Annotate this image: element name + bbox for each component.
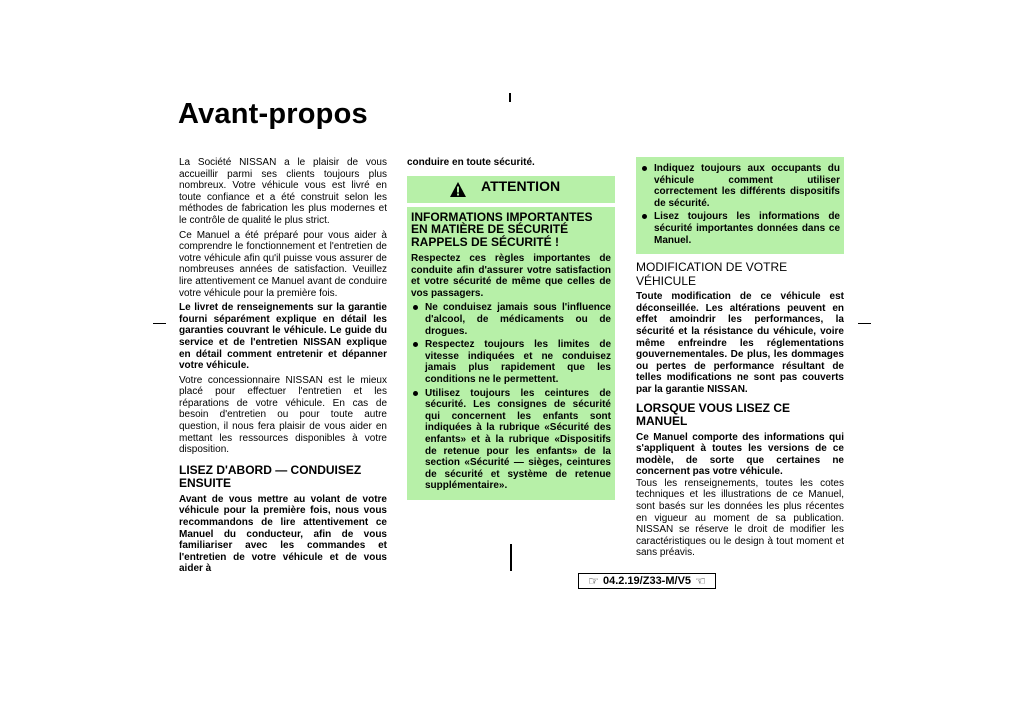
reading-heading: LORSQUE VOUS LISEZ CE MANUEL [636, 400, 791, 428]
footer-code: 04.2.19/Z33-M/V5 [602, 575, 692, 587]
page-marker [509, 93, 511, 102]
safety-box-continued [636, 157, 844, 254]
pointing-hand-right-icon: ☞ [588, 574, 599, 588]
modification-heading: MODIFICATION DE VOTRE VÉHICULE [636, 260, 788, 289]
list-item: Utilisez toujours les ceintures de sécurité. Les consignes de sécurité qui concernent les enfants sont indiquées à la rubrique «Sécurité des enfants» et à la rubrique «Dispositifs de retenue pour les enfants» de la section «Sécurité — sièges, ceintures de sécurité et système de retenue supplémentaire». [411, 388, 611, 492]
dealer-paragraph: Votre concessionnaire NISSAN est le mieux placé pour effectuer l'entretien et les réparations de votre véhicule. En cas de besoin d'entretien ou pour toute autre question, il nous fera plaisir de vous aider en mettant les ressources disponibles à votre disposition. [179, 374, 387, 456]
page-title: Avant-propos [178, 98, 368, 130]
read-first-paragraph: Avant de vous mettre au volant de votre véhicule pour la première fois, nous vous recommandons de lire attentivement ce Manuel du conducteur, afin de vous familiariser avec les commandes et l'entretien de votre véhicule et de vous aider à [179, 493, 387, 575]
modification-paragraph: Toute modification de ce véhicule est déconseillée. Les altérations peuvent en effet amoindrir les performances, la sécurité et la résistance du véhicule, voire même enfreindre les réglementations gouvernementales. De plus, les dommages ou pertes de performance résultant de telles modifications ne sont pas couverts par la garantie NISSAN. [636, 291, 844, 395]
footer-code-box [578, 573, 716, 589]
attention-banner [407, 176, 615, 203]
column-middle [407, 157, 615, 500]
column-left [179, 157, 387, 578]
list-item: Ne conduisez jamais sous l'influence d'alcool, de médicaments ou de drogues. [411, 302, 611, 337]
safety-rules-list [411, 302, 611, 492]
read-first-heading: LISEZ D'ABORD — CONDUISEZ ENSUITE [179, 462, 362, 490]
safety-box-heading: INFORMATIONS IMPORTANTES EN MATIÈRE DE SÉCURITÉ RAPPELS DE SÉCURITÉ ! [411, 209, 593, 249]
margin-mark-left [153, 323, 166, 324]
warning-triangle-icon [450, 182, 466, 197]
list-item: Indiquez toujours aux occupants du véhicule comment utiliser correctement les différents dispositifs de sécurité. [640, 163, 840, 209]
column-right [636, 157, 844, 562]
safety-box-intro: Respectez ces règles importantes de conduite afin d'assurer votre satisfaction et votre sécurité de même que celles de vos passagers. [411, 253, 611, 299]
attention-label: ATTENTION [481, 177, 561, 194]
pointing-hand-left-icon: ☜ [695, 574, 706, 588]
intro-paragraph: La Société NISSAN a le plaisir de vous accueillir parmi ses clients toujours plus nombreux. Votre véhicule vous est livré en toute confiance et a été construit selon les méthodes de fabrication les plus modernes et le contrôle de qualité le plus strict. [179, 157, 387, 226]
margin-mark-right [858, 323, 871, 324]
list-item: Lisez toujours les informations de sécurité importantes données dans ce Manuel. [640, 211, 840, 246]
reading-paragraph-bold: Ce Manuel comporte des informations qui s'appliquent à toutes les versions de ce modèle, de sorte que certaines ne concernent pas votre véhicule. [636, 431, 844, 478]
warranty-paragraph: Le livret de renseignements sur la garantie fourni séparément explique en détail les garanties couvrant le véhicule. Le guide du service et de l'entretien NISSAN explique en détail comment entretenir et dépanner votre véhicule. [179, 302, 387, 372]
page-divider [510, 544, 512, 571]
list-item: Respectez toujours les limites de vitesse indiquées et ne conduisez jamais plus rapidement que les conditions ne le permettent. [411, 339, 611, 385]
reading-paragraph: Tous les renseignements, toutes les cotes techniques et les illustrations de ce Manuel, sont basés sur les données les plus récentes en vigueur au moment de sa publication. NISSAN se réserve le droit de modifier les caractéristiques ou le design à tout moment et sans préavis. [636, 477, 844, 559]
continued-text: conduire en toute sécurité. [407, 157, 535, 168]
safety-rules-list-continued [640, 163, 840, 246]
safety-box [407, 207, 615, 500]
manual-purpose-paragraph: Ce Manuel a été préparé pour vous aider à comprendre le fonctionnement et l'entretien de votre véhicule afin qu'il puisse vous assurer de nombreuses années de satisfaction. Veuillez lire attentivement ce Manuel avant de conduire votre véhicule pour la première fois. [179, 229, 387, 299]
